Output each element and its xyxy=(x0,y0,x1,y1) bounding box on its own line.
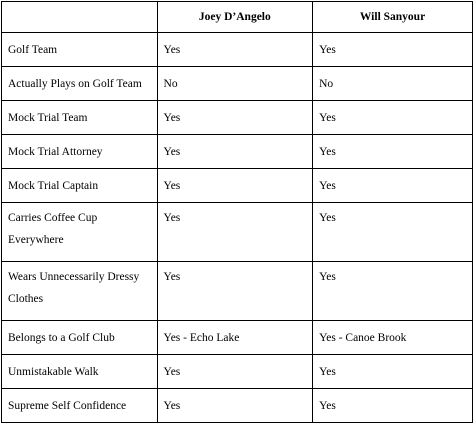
row-value-joey: Yes xyxy=(157,203,313,262)
row-value-joey: Yes xyxy=(157,135,313,169)
row-value-will: Yes xyxy=(313,101,473,135)
row-value-joey: Yes xyxy=(157,389,313,423)
table-row xyxy=(2,169,473,203)
row-label: Golf Team xyxy=(2,33,158,67)
row-value-joey: Yes xyxy=(157,262,313,321)
table-header-row xyxy=(2,2,473,33)
row-label: Supreme Self Confidence xyxy=(2,389,158,423)
header-joey: Joey D’Angelo xyxy=(157,2,313,33)
row-value-will: Yes xyxy=(313,135,473,169)
comparison-table xyxy=(1,1,473,423)
table-row xyxy=(2,33,473,67)
row-value-joey: Yes xyxy=(157,355,313,389)
row-value-will: Yes - Canoe Brook xyxy=(313,321,473,355)
row-value-will: Yes xyxy=(313,33,473,67)
row-value-will: No xyxy=(313,67,473,101)
row-value-joey: Yes xyxy=(157,169,313,203)
row-value-joey: Yes xyxy=(157,101,313,135)
row-value-joey: No xyxy=(157,67,313,101)
row-label: Belongs to a Golf Club xyxy=(2,321,158,355)
table-row xyxy=(2,203,473,262)
row-value-will: Yes xyxy=(313,389,473,423)
table-row xyxy=(2,321,473,355)
table-row xyxy=(2,135,473,169)
row-value-will: Yes xyxy=(313,203,473,262)
row-value-joey: Yes xyxy=(157,33,313,67)
row-value-will: Yes xyxy=(313,262,473,321)
header-empty-cell xyxy=(2,2,158,33)
row-label: Unmistakable Walk xyxy=(2,355,158,389)
row-label: Mock Trial Team xyxy=(2,101,158,135)
row-label: Wears Unnecessarily Dressy Clothes xyxy=(2,262,158,321)
table-row xyxy=(2,389,473,423)
row-value-joey: Yes - Echo Lake xyxy=(157,321,313,355)
row-label: Carries Coffee Cup Everywhere xyxy=(2,203,158,262)
row-label: Actually Plays on Golf Team xyxy=(2,67,158,101)
row-value-will: Yes xyxy=(313,169,473,203)
header-will: Will Sanyour xyxy=(313,2,473,33)
table-row xyxy=(2,355,473,389)
table-row xyxy=(2,101,473,135)
row-label: Mock Trial Captain xyxy=(2,169,158,203)
table-row xyxy=(2,67,473,101)
table-row xyxy=(2,262,473,321)
row-label: Mock Trial Attorney xyxy=(2,135,158,169)
row-value-will: Yes xyxy=(313,355,473,389)
